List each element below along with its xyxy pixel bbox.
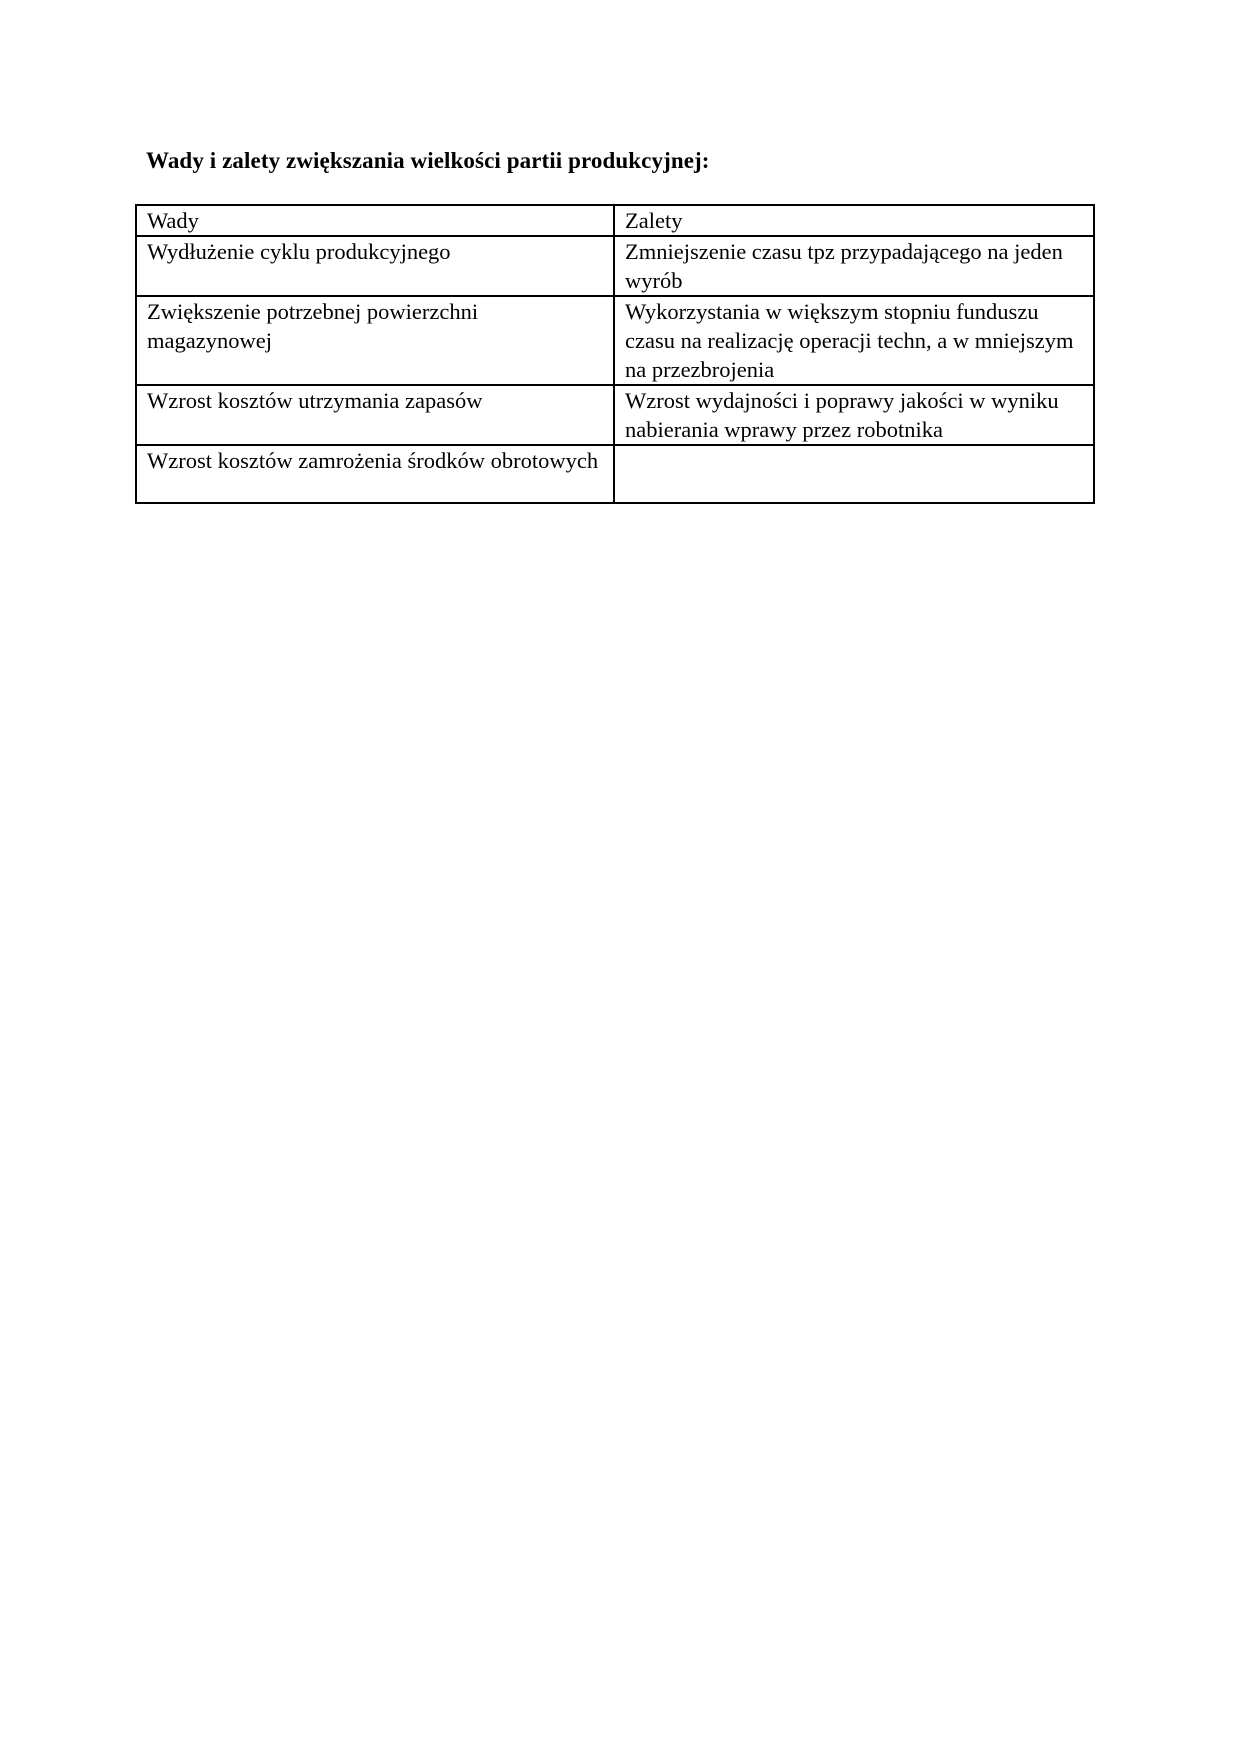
cell-zalety — [614, 445, 1094, 503]
pros-cons-table — [135, 204, 1095, 504]
column-header-zalety: Zalety — [614, 205, 1094, 236]
table-row — [136, 445, 1094, 503]
cell-wady: Zwiększenie potrzebnej powierzchni magazynowej — [136, 296, 614, 385]
cell-wady: Wzrost kosztów zamrożenia środków obrotowych — [136, 445, 614, 503]
column-header-wady: Wady — [136, 205, 614, 236]
table-header-row — [136, 205, 1094, 236]
cell-zalety: Wykorzystania w większym stopniu funduszu czasu na realizację operacji techn, a w mniejszym na przezbrojenia — [614, 296, 1094, 385]
table-row — [136, 296, 1094, 385]
document-title: Wady i zalety zwiększania wielkości partii produkcyjnej: — [146, 148, 710, 173]
cell-zalety: Zmniejszenie czasu tpz przypadającego na jeden wyrób — [614, 236, 1094, 296]
cell-zalety: Wzrost wydajności i poprawy jakości w wyniku nabierania wprawy przez robotnika — [614, 385, 1094, 445]
table-row — [136, 385, 1094, 445]
cell-wady: Wydłużenie cyklu produkcyjnego — [136, 236, 614, 296]
table-row — [136, 236, 1094, 296]
cell-wady: Wzrost kosztów utrzymania zapasów — [136, 385, 614, 445]
